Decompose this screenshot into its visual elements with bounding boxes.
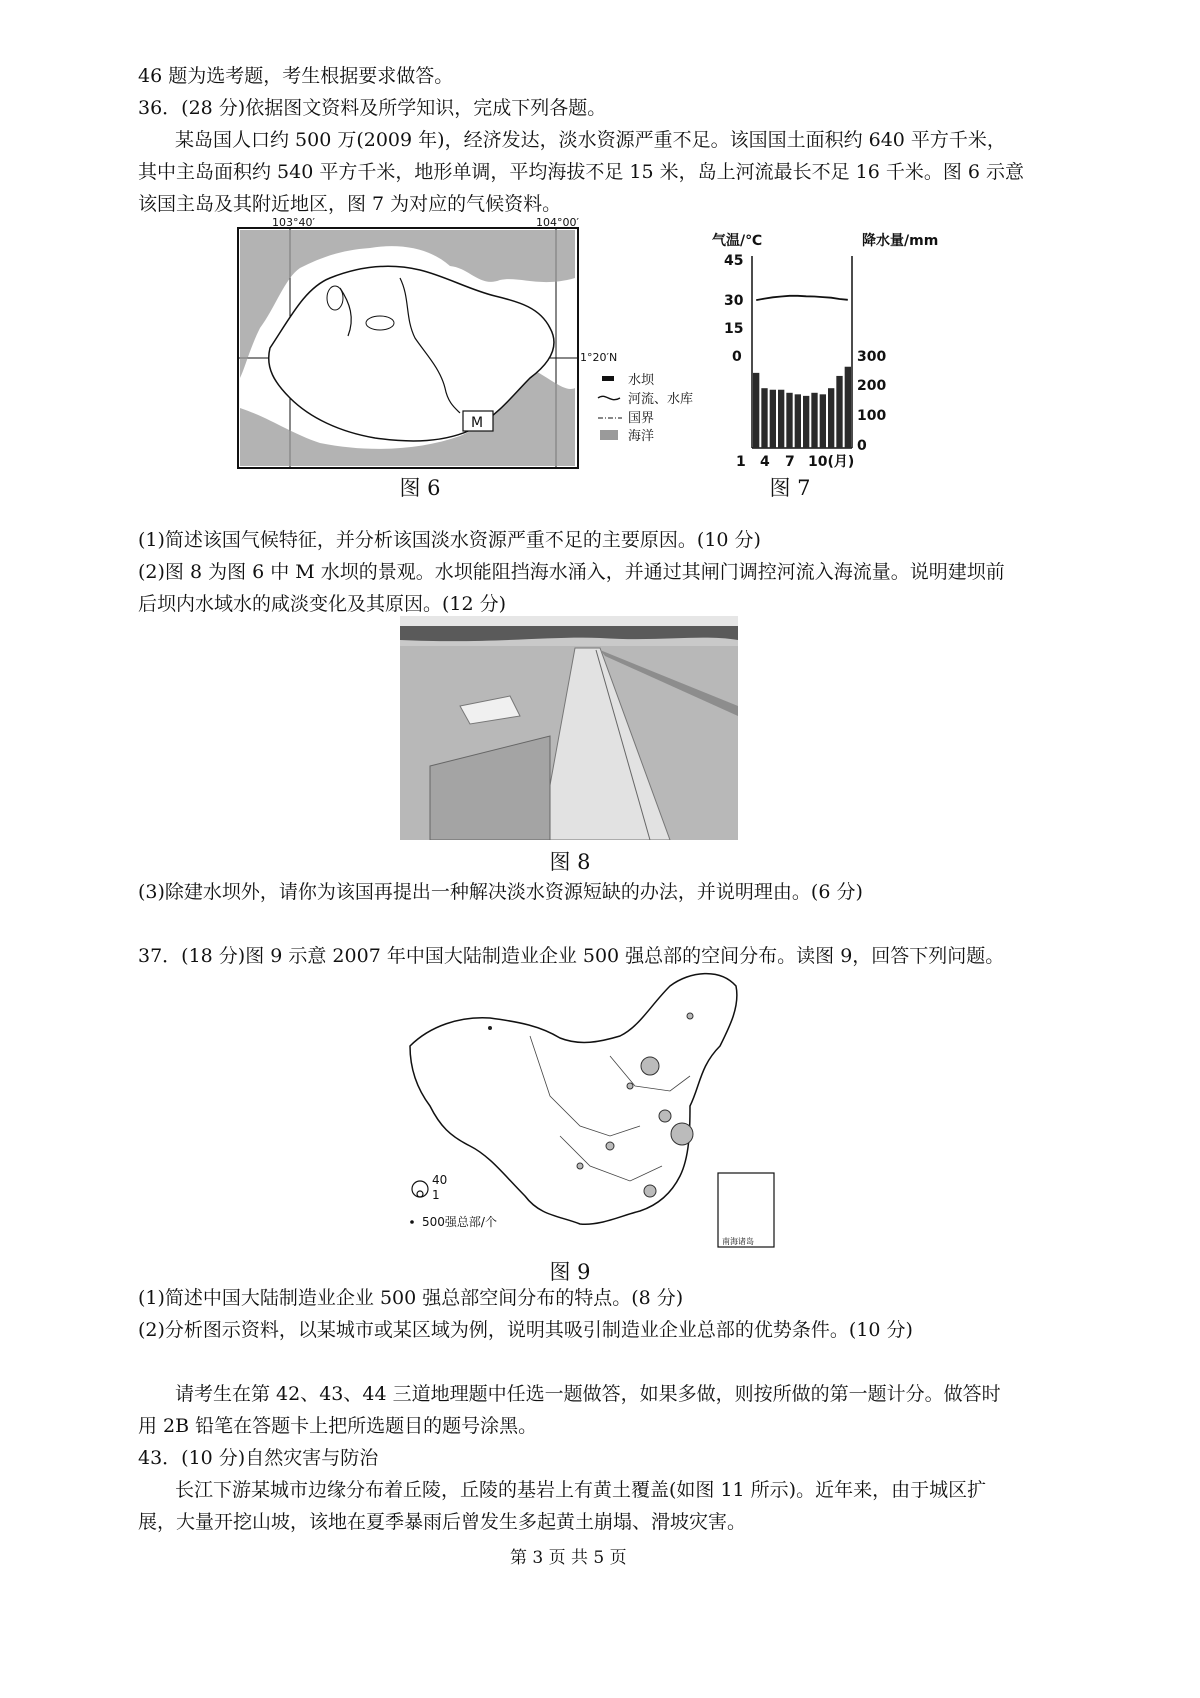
figure-7-climate-chart xyxy=(712,228,948,468)
q37-sub1: (1)简述中国大陆制造业企业 500 强总部空间分布的特点。(8 分) xyxy=(138,1287,684,1309)
precipitation-bar xyxy=(770,390,776,448)
figure-8-dam-photo xyxy=(400,616,738,840)
q36-sub2-line1: (2)图 8 为图 6 中 M 水坝的景观。水坝能阻挡海水涌入，并通过其闸门调控河流入海流量。说明建坝前 xyxy=(138,561,1005,583)
page-footer: 第 3 页 共 5 页 xyxy=(510,1548,627,1568)
precipitation-axis-label: 降水量/mm xyxy=(862,233,939,249)
precipitation-bar xyxy=(820,394,826,448)
legend-dot xyxy=(410,1220,414,1224)
legend-river: 河流、水库 xyxy=(628,392,694,407)
figure-8-caption: 图 8 xyxy=(549,850,591,874)
q37-sub2: (2)分析图示资料，以某城市或某区域为例，说明其吸引制造业企业总部的优势条件。(10 分) xyxy=(138,1319,913,1341)
hq-cluster-jiangsu xyxy=(659,1110,671,1122)
hq-point-xinjiang xyxy=(488,1026,492,1030)
q36-sub2-line2: 后坝内水域水的咸淡变化及其原因。(12 分) xyxy=(138,593,507,615)
hq-cluster-hubei xyxy=(606,1142,614,1150)
precipitation-bars xyxy=(753,367,851,448)
latitude-label: 1°20′N xyxy=(580,351,618,364)
precipitation-bar xyxy=(845,367,851,448)
precipitation-bar xyxy=(811,393,817,448)
temperature-line xyxy=(756,296,848,300)
legend-border: 国界 xyxy=(628,411,655,426)
q36-heading: 36．(28 分)依据图文资料及所学知识，完成下列各题。 xyxy=(138,97,607,119)
legend-ocean: 海洋 xyxy=(628,429,655,444)
climate-chart-svg xyxy=(712,228,948,468)
island-map-svg xyxy=(230,218,730,478)
hq-cluster-guangdong xyxy=(644,1185,656,1197)
south-china-sea-inset xyxy=(718,1173,774,1247)
figure-7-caption: 图 7 xyxy=(769,476,811,500)
longitude-right: 104°00′ xyxy=(536,218,579,229)
x-tick-7: 7 xyxy=(785,454,795,468)
left-tick-0: 0 xyxy=(732,349,742,365)
reservoir-2 xyxy=(327,286,343,310)
legend-circle-small xyxy=(417,1191,423,1197)
reservoir-1 xyxy=(366,316,394,330)
precipitation-bar xyxy=(803,396,809,448)
right-tick-100: 100 xyxy=(857,408,887,424)
figure-6-caption: 图 6 xyxy=(399,476,441,500)
precipitation-bar xyxy=(786,393,792,448)
left-tick-45: 45 xyxy=(724,253,744,269)
precipitation-bar xyxy=(761,388,767,448)
q36-para-line3: 该国主岛及其附近地区，图 7 为对应的气候资料。 xyxy=(138,193,562,215)
figure-9-caption: 图 9 xyxy=(549,1260,591,1284)
dam-photo-svg xyxy=(400,616,738,840)
legend-dam: 水坝 xyxy=(628,373,655,388)
china-outline xyxy=(410,974,737,1225)
legend-circle-large xyxy=(412,1181,428,1197)
instruction-line1: 请考生在第 42、43、44 三道地理题中任选一题做答，如果多做，则按所做的第一题计分。做答时 xyxy=(175,1383,1001,1405)
precipitation-bar xyxy=(778,390,784,448)
longitude-left: 103°40′ xyxy=(272,218,315,229)
q36-para-line1: 某岛国人口约 500 万(2009 年)，经济发达，淡水资源严重不足。该国国土面积约 640 平方千米， xyxy=(175,129,1006,151)
figure-9-china-map xyxy=(400,966,780,1254)
right-tick-200: 200 xyxy=(857,378,887,394)
hq-point-northeast xyxy=(687,1013,693,1019)
left-tick-30: 30 xyxy=(724,293,744,309)
q43-heading: 43．(10 分)自然灾害与防治 xyxy=(138,1447,379,1469)
dam-legend-icon xyxy=(602,376,614,381)
hq-point-shandong xyxy=(627,1083,633,1089)
temperature-axis-label: 气温/℃ xyxy=(712,233,763,249)
ocean-legend-icon xyxy=(600,430,618,440)
inset-label: 南海诸岛 xyxy=(722,1237,754,1246)
x-tick-10: 10(月) xyxy=(808,454,855,468)
q36-sub1: (1)简述该国气候特征，并分析该国淡水资源严重不足的主要原因。(10 分) xyxy=(138,529,761,551)
legend-hq-label: 500强总部/个 xyxy=(422,1215,497,1229)
precipitation-bar xyxy=(795,394,801,448)
legend-value-1: 1 xyxy=(432,1188,440,1202)
river-legend-icon xyxy=(598,396,620,399)
hq-point-chongqing xyxy=(577,1163,583,1169)
hq-cluster-beijing xyxy=(641,1057,659,1075)
left-tick-15: 15 xyxy=(724,321,744,337)
x-tick-1: 1 xyxy=(736,454,746,468)
q37-heading: 37．(18 分)图 9 示意 2007 年中国大陆制造业企业 500 强总部的空间分布。读图 9，回答下列问题。 xyxy=(138,945,1005,967)
figure-6-map xyxy=(230,218,730,478)
legend-value-40: 40 xyxy=(432,1173,448,1187)
right-tick-300: 300 xyxy=(857,349,887,365)
x-tick-4: 4 xyxy=(760,454,770,468)
q43-para-line1: 长江下游某城市边缘分布着丘陵，丘陵的基岩上有黄土覆盖(如图 11 所示)。近年来，由于城区扩 xyxy=(175,1479,987,1501)
q36-sub3: (3)除建水坝外，请你为该国再提出一种解决淡水资源短缺的办法，并说明理由。(6 分) xyxy=(138,881,863,903)
intro-line: 46 题为选考题，考生根据要求做答。 xyxy=(138,65,454,87)
sky-strip xyxy=(400,616,738,626)
hq-cluster-shanghai xyxy=(671,1123,693,1145)
dam-m-label: M xyxy=(471,415,484,431)
instruction-line2: 用 2B 铅笔在答题卡上把所选题目的题号涂黑。 xyxy=(138,1415,538,1437)
q43-para-line2: 展，大量开挖山坡，该地在夏季暴雨后曾发生多起黄土崩塌、滑坡灾害。 xyxy=(138,1511,747,1533)
precipitation-bar xyxy=(828,388,834,448)
right-tick-0: 0 xyxy=(857,438,867,454)
q36-para-line2: 其中主岛面积约 540 平方千米，地形单调，平均海拔不足 15 米，岛上河流最长不足 16 千米。图 6 示意 xyxy=(138,161,1025,183)
precipitation-bar xyxy=(753,373,759,448)
china-map-svg xyxy=(400,966,780,1254)
precipitation-bar xyxy=(836,376,842,448)
